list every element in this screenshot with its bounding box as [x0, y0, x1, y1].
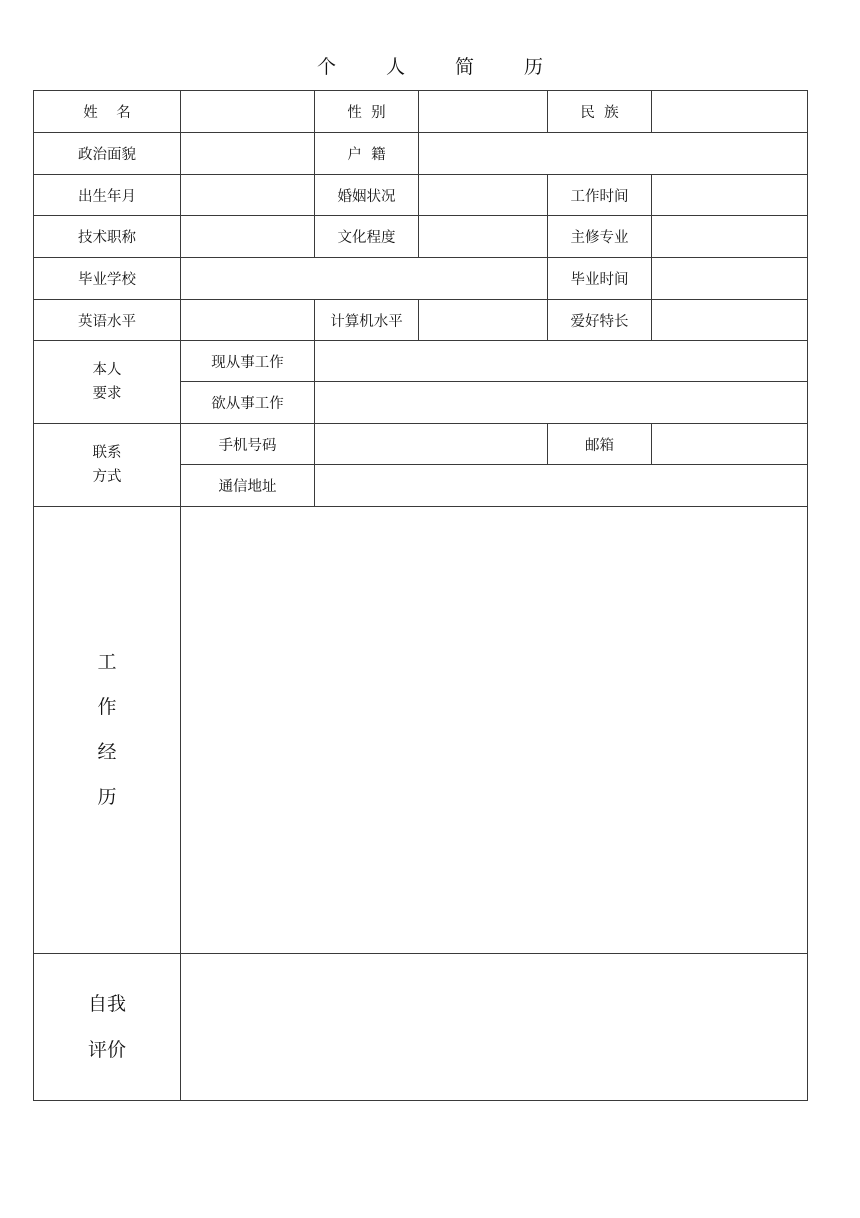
self-evaluation-label: [33, 953, 181, 1101]
tech-title-field[interactable]: [180, 215, 315, 258]
name-label-cell: [33, 90, 181, 133]
phone-label-cell: [180, 423, 315, 465]
hobby-field[interactable]: [651, 299, 808, 341]
marital-label: 婚姻状况: [337, 188, 396, 205]
work-experience-field[interactable]: [180, 506, 808, 954]
school-label: 毕业学校: [78, 272, 136, 288]
hukou-label-cell: [314, 132, 419, 175]
work-start-label: 工作时间: [570, 188, 629, 205]
desired-job-label: 欲从事工作: [211, 396, 284, 412]
hobby-label: 爱好特长: [570, 313, 629, 330]
grad-time-field[interactable]: [651, 257, 808, 300]
email-field[interactable]: [651, 423, 808, 465]
political-label: 政治面貌: [78, 147, 136, 163]
birth-label-cell: [33, 174, 181, 216]
name-field[interactable]: [180, 90, 315, 133]
english-label: 英语水平: [78, 313, 136, 330]
self-eval-label-line2: 评价: [87, 1039, 126, 1061]
marital-field[interactable]: [418, 174, 548, 216]
name-label: 姓 名: [83, 105, 131, 121]
self-evaluation-field[interactable]: [180, 953, 808, 1101]
email-label: 邮箱: [585, 437, 614, 454]
ethnicity-label: 民 族: [580, 105, 619, 121]
work-start-label-cell: [547, 174, 652, 216]
marital-label-cell: [314, 174, 419, 216]
address-field[interactable]: [314, 464, 808, 507]
current-job-label: 现从事工作: [211, 354, 284, 371]
birth-field[interactable]: [180, 174, 315, 216]
major-label: 主修专业: [570, 230, 629, 246]
gender-label: 性 别: [347, 105, 386, 121]
work-start-field[interactable]: [651, 174, 808, 216]
work-experience-label: [33, 506, 181, 954]
work-exp-char-1: 工: [97, 651, 117, 673]
gender-label-cell: [314, 90, 419, 133]
email-label-cell: [547, 423, 652, 465]
hukou-label: 户 籍: [347, 147, 386, 163]
work-exp-char-3: 经: [97, 741, 117, 763]
birth-label: 出生年月: [78, 188, 136, 205]
major-field[interactable]: [651, 215, 808, 258]
political-field[interactable]: [180, 132, 315, 175]
english-label-cell: [33, 299, 181, 341]
education-field[interactable]: [418, 215, 548, 258]
ethnicity-label-cell: [547, 90, 652, 133]
current-job-label-cell: [180, 340, 315, 382]
education-label: 文化程度: [337, 230, 396, 246]
tech-title-label: 技术职称: [78, 230, 136, 246]
work-exp-char-4: 历: [97, 786, 117, 808]
page-title: 个 人 简 历: [316, 56, 566, 78]
political-label-cell: [33, 132, 181, 175]
grad-time-label-cell: [547, 257, 652, 300]
contact-label-line1: 联系: [92, 445, 122, 461]
work-exp-char-2: 作: [97, 696, 117, 718]
school-label-cell: [33, 257, 181, 300]
gender-field[interactable]: [418, 90, 548, 133]
address-label: 通信地址: [218, 479, 277, 495]
title-label-cell: [33, 215, 181, 258]
education-label-cell: [314, 215, 419, 258]
hobby-label-cell: [547, 299, 652, 341]
contact-label-line2: 方式: [92, 469, 122, 485]
requirements-group-label: [33, 340, 181, 424]
computer-field[interactable]: [418, 299, 548, 341]
desired-job-label-cell: [180, 381, 315, 424]
grad-time-label: 毕业时间: [570, 272, 629, 288]
major-label-cell: [547, 215, 652, 258]
self-eval-label-line1: 自我: [87, 993, 126, 1015]
phone-label: 手机号码: [218, 437, 277, 454]
contact-group-label: [33, 423, 181, 507]
school-field[interactable]: [180, 257, 548, 300]
requirements-label-line2: 要求: [92, 386, 122, 402]
computer-label: 计算机水平: [330, 313, 403, 330]
phone-field[interactable]: [314, 423, 548, 465]
address-label-cell: [180, 464, 315, 507]
english-field[interactable]: [180, 299, 315, 341]
computer-label-cell: [314, 299, 419, 341]
current-job-field[interactable]: [314, 340, 808, 382]
ethnicity-field[interactable]: [651, 90, 808, 133]
desired-job-field[interactable]: [314, 381, 808, 424]
hukou-field[interactable]: [418, 132, 808, 175]
requirements-label-line1: 本人: [92, 362, 122, 378]
